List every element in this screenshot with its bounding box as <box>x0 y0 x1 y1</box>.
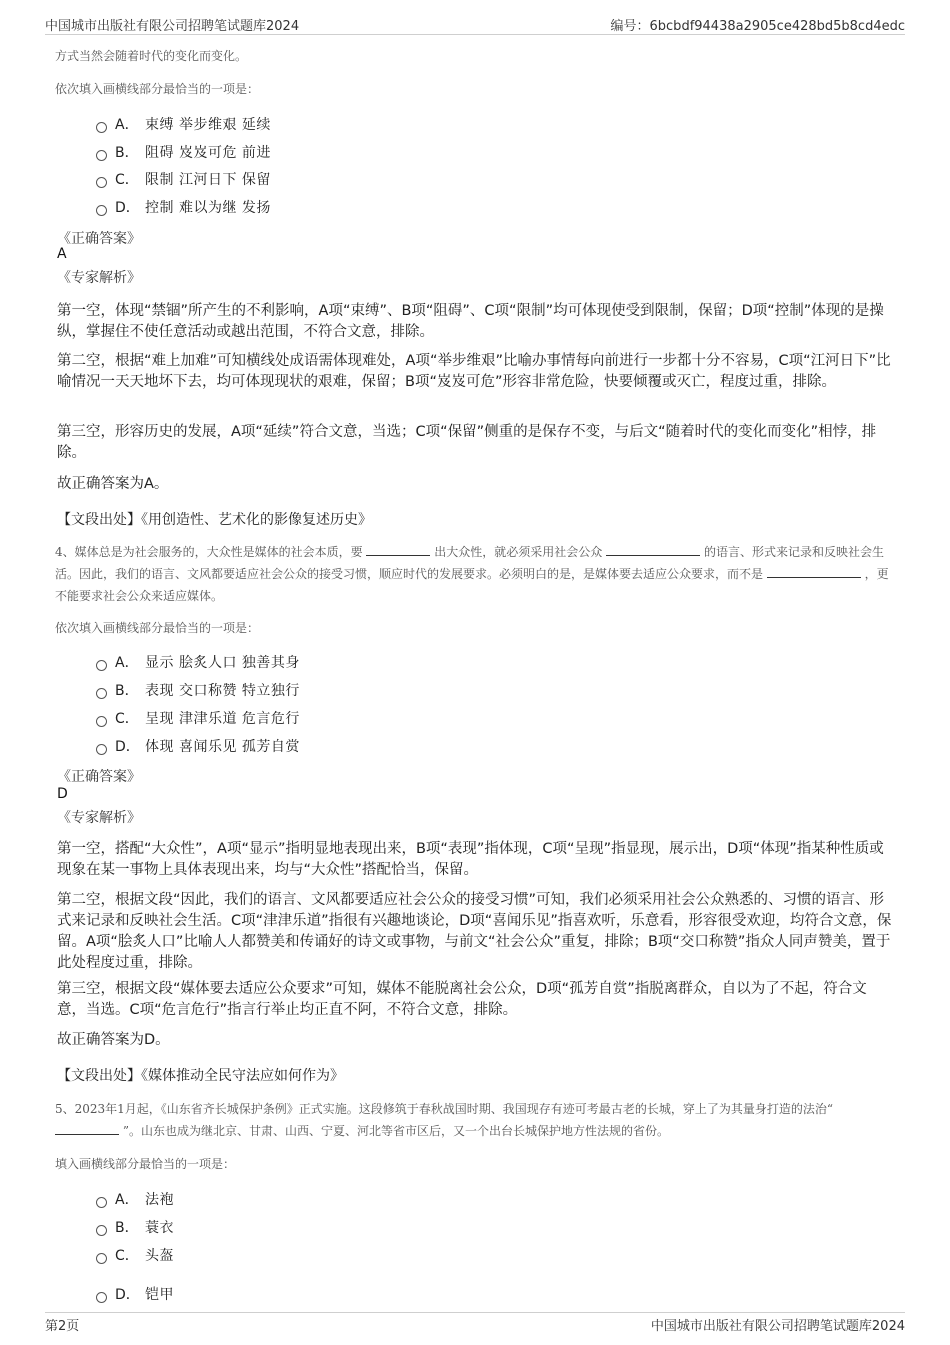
q4-analysis-3: 第三空，根据文段“媒体要去适应公众要求”可知，媒体不能脱离社会公众，D项“孤芳自赏”指脱离群众，自以为了不起，符合文意，当选。C项“危言危行”指言行举止均正直不阿，不符合文意，排除。 <box>57 981 867 1018</box>
q4-option-d[interactable]: D． 体现 喜闻乐见 孤芳自赏 <box>96 736 300 756</box>
blank <box>366 543 430 556</box>
q5-option-b[interactable]: B． 蓑衣 <box>96 1217 174 1237</box>
q3-source: 【文段出处】《用创造性、艺术化的影像复述历史》 <box>57 512 372 528</box>
q3-option-b[interactable]: B． 阻碍 岌岌可危 前进 <box>96 142 271 162</box>
radio-icon[interactable] <box>96 716 107 727</box>
page-header <box>45 14 905 35</box>
header-title: 中国城市出版社有限公司招聘笔试题库2024 <box>45 19 300 34</box>
q3-analysis-2: 第二空，根据“难上加难”可知横线处成语需体现难处，A项“举步维艰”比喻办事情每向前进行一步都十分不容易，C项“江河日下”比喻情况一天天地坏下去，均可体现现状的艰难，保留；B项“岌岌可危”形容非常危险，快要倾覆或灭亡，程度过重，排除。 <box>57 353 891 390</box>
radio-icon[interactable] <box>96 1197 107 1208</box>
radio-icon[interactable] <box>96 205 107 216</box>
q3-option-a[interactable]: A． 束缚 举步维艰 延续 <box>96 114 271 134</box>
radio-icon[interactable] <box>96 660 107 671</box>
q5-option-d[interactable]: D． 铠甲 <box>96 1284 174 1304</box>
q3-option-c[interactable]: C． 限制 江河日下 保留 <box>96 169 271 189</box>
q4-answer-label: 《正确答案》 <box>57 769 141 785</box>
blank <box>55 1122 119 1135</box>
q4-source: 【文段出处】《媒体推动全民守法应如何作为》 <box>57 1068 344 1084</box>
q3-analysis-conclusion: 故正确答案为A。 <box>57 476 169 492</box>
radio-icon[interactable] <box>96 1225 107 1236</box>
q4-analysis-2: 第二空，根据文段“因此，我们的语言、文风都要适应社会公众的接受习惯”可知，我们必须采用社会公众熟悉的、习惯的语言、形式来记录和反映社会生活。C项“津津乐道”指很有兴趣地谈论，D项“喜闻乐见”指喜欢听，乐意看，形容很受欢迎，均符合文意，保留。A项“脍炙人口”比喻人人都赞美和传诵好的诗文或事物，与前文“社会公众”重复，排除；B项“交口称赞”指众人同声赞美，置于此处程度过重，排除。 <box>57 892 892 971</box>
q4-answer: D <box>57 786 68 802</box>
q3-analysis-label: 《专家解析》 <box>57 270 141 286</box>
q4-stem: 4、媒体总是为社会服务的，大众性是媒体的社会本质，要 出大众性，就必须采用社会公众 的语言、形式来记录和反映社会生活。因此，我们的语言、文风都要适应社会公众的接受习惯，顺应时代的发展要求。必须明白的是，是媒体要去适应公众要求，而不是 ，更不能要求社会公众来适应媒体。 <box>55 545 889 603</box>
footer-page-number: 第2页 <box>45 1319 80 1334</box>
q5-option-a[interactable]: A． 法袍 <box>96 1189 174 1209</box>
q4-prompt: 依次填入画横线部分最恰当的一项是： <box>55 621 260 635</box>
blank <box>767 565 861 578</box>
page-footer <box>45 1312 905 1335</box>
q4-analysis-conclusion: 故正确答案为D。 <box>57 1032 170 1048</box>
q5-option-c[interactable]: C． 头盔 <box>96 1245 174 1265</box>
q3-analysis-1: 第一空，体现“禁锢”所产生的不利影响，A项“束缚”、B项“阻碍”、C项“限制”均可体现使受到限制，保留；D项“控制”体现的是操纵，掌握住不使任意活动或越出范围，不符合文意，排除。 <box>57 303 884 340</box>
radio-icon[interactable] <box>96 150 107 161</box>
radio-icon[interactable] <box>96 1253 107 1264</box>
q5-prompt: 填入画横线部分最恰当的一项是： <box>55 1157 236 1171</box>
q3-option-d[interactable]: D． 控制 难以为继 发扬 <box>96 197 271 217</box>
radio-icon[interactable] <box>96 744 107 755</box>
blank <box>606 543 700 556</box>
q3-stem-continuation: 方式当然会随着时代的变化而变化。 <box>55 49 248 63</box>
footer-title: 中国城市出版社有限公司招聘笔试题库2024 <box>650 1319 905 1334</box>
q3-answer: A <box>57 246 67 262</box>
radio-icon[interactable] <box>96 177 107 188</box>
q3-prompt: 依次填入画横线部分最恰当的一项是： <box>55 82 260 96</box>
q4-option-a[interactable]: A． 显示 脍炙人口 独善其身 <box>96 652 300 672</box>
q5-stem: 5、2023年1月起，《山东省齐长城保护条例》正式实施。这段修筑于春秋战国时期、我国现存有迹可考最古老的长城，穿上了为其量身打造的法治“ ”。山东也成为继北京、甘肃、山西、宁夏、河北等省市区后，又一个出台长城保护地方性法规的省份。 <box>55 1102 833 1138</box>
q3-answer-label: 《正确答案》 <box>57 231 141 247</box>
q4-analysis-1: 第一空，搭配“大众性”，A项“显示”指明显地表现出来，B项“表现”指体现，C项“呈现”指显现，展示出，D项“体现”指某种性质或现象在某一事物上具体表现出来，均与“大众性”搭配恰当，保留。 <box>57 841 884 878</box>
radio-icon[interactable] <box>96 1292 107 1303</box>
q3-analysis-3: 第三空，形容历史的发展，A项“延续”符合文意，当选；C项“保留”侧重的是保存不变，与后文“随着时代的变化而变化”相悖，排除。 <box>57 424 877 461</box>
radio-icon[interactable] <box>96 122 107 133</box>
q4-option-c[interactable]: C． 呈现 津津乐道 危言危行 <box>96 708 300 728</box>
q4-option-b[interactable]: B． 表现 交口称赞 特立独行 <box>96 680 300 700</box>
header-serial: 编号：6bcbdf94438a2905ce428bd5b8cd4edc <box>610 19 905 34</box>
q4-analysis-label: 《专家解析》 <box>57 810 141 826</box>
radio-icon[interactable] <box>96 688 107 699</box>
